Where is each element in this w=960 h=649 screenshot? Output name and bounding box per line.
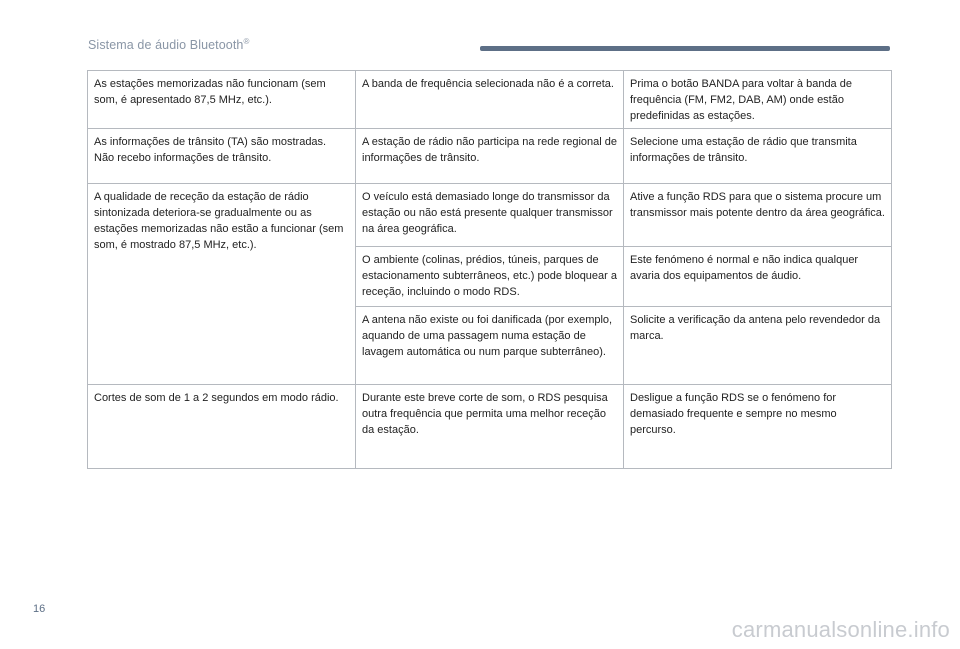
cause-cell: A antena não existe ou foi danificada (por exemplo, aquando de uma passagem numa estação de lavagem automática ou num parque subterrâneo).: [356, 307, 624, 385]
cause-cell: A banda de frequência selecionada não é a correta.: [356, 71, 624, 129]
problem-cell: Cortes de som de 1 a 2 segundos em modo rádio.: [88, 385, 356, 469]
header-title-text: Sistema de áudio Bluetooth: [88, 38, 244, 53]
header-title-superscript: ®: [243, 37, 250, 46]
header-accent-bar: [480, 46, 890, 51]
table-row: [88, 184, 892, 247]
cause-cell: O veículo está demasiado longe do transmissor da estação ou não está presente qualquer transmissor na área geográfica.: [356, 184, 624, 247]
cause-cell: Durante este breve corte de som, o RDS pesquisa outra frequência que permita uma melhor receção da estação.: [356, 385, 624, 469]
solution-cell: Prima o botão BANDA para voltar à banda de frequência (FM, FM2, DAB, AM) onde estão predefinidas as estações.: [624, 71, 892, 129]
solution-cell: Selecione uma estação de rádio que transmita informações de trânsito.: [624, 129, 892, 184]
page-header-title: [88, 37, 249, 52]
problem-cell: As informações de trânsito (TA) são mostradas. Não recebo informações de trânsito.: [88, 129, 356, 184]
problem-cell: As estações memorizadas não funcionam (sem som, é apresentado 87,5 MHz, etc.).: [88, 71, 356, 129]
page-number: 16: [33, 603, 46, 615]
table-row: [88, 129, 892, 184]
troubleshooting-table: [87, 70, 892, 469]
cause-cell: O ambiente (colinas, prédios, túneis, parques de estacionamento subterrâneos, etc.) pode bloquear a receção, incluindo o modo RDS.: [356, 247, 624, 307]
solution-cell: Este fenómeno é normal e não indica qualquer avaria dos equipamentos de áudio.: [624, 247, 892, 307]
solution-cell: Desligue a função RDS se o fenómeno for demasiado frequente e sempre no mesmo percurso.: [624, 385, 892, 469]
solution-cell: Ative a função RDS para que o sistema procure um transmissor mais potente dentro da área geográfica.: [624, 184, 892, 247]
problem-cell: A qualidade de receção da estação de rádio sintonizada deteriora-se gradualmente ou as estações memorizadas não estão a funcionar (sem som, é mostrado 87,5 MHz, etc.).: [88, 184, 356, 385]
watermark-text: carmanualsonline.info: [731, 617, 950, 642]
table-row: [88, 385, 892, 469]
cause-cell: A estação de rádio não participa na rede regional de informações de trânsito.: [356, 129, 624, 184]
solution-cell: Solicite a verificação da antena pelo revendedor da marca.: [624, 307, 892, 385]
table-row: [88, 71, 892, 129]
